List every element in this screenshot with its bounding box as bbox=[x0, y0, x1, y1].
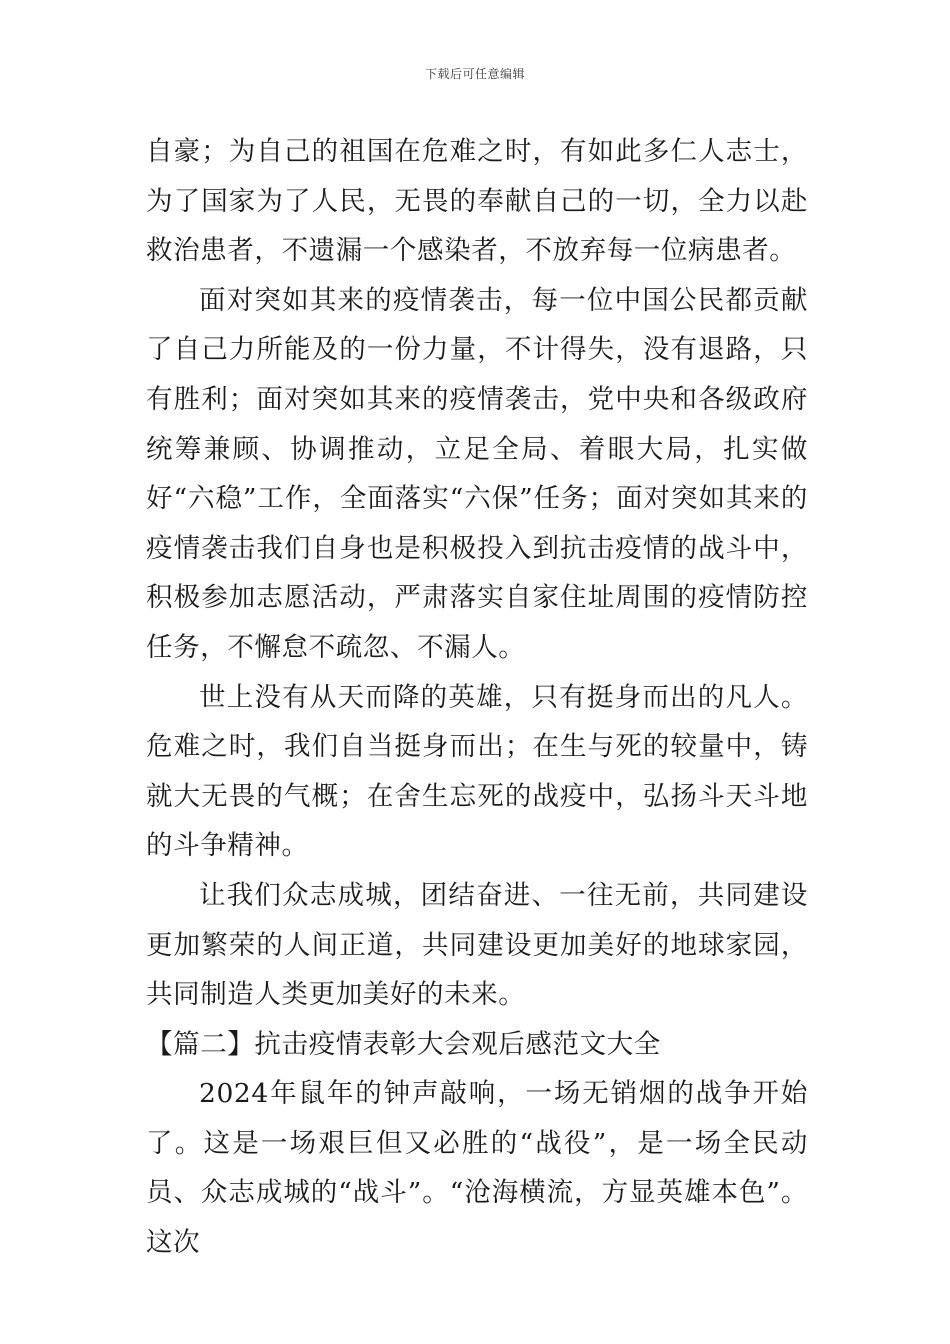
document-body bbox=[146, 127, 808, 1268]
paragraph-5: 2024年鼠年的钟声敲响，一场无销烟的战争开始了。这是一场艰巨但又必胜的“战役”，是一场全民动员、众志成城的“战斗”。“沧海横流，方显英雄本色”。这次 bbox=[146, 1078, 808, 1259]
section-heading: 【篇二】抗击疫情表彰大会观后感范文大全 bbox=[146, 1028, 661, 1060]
page-header: 下载后可任意编辑 bbox=[424, 67, 525, 81]
paragraph-3: 世上没有从天而降的英雄，只有挺身而出的凡人。危难之时，我们自当挺身而出；在生与死的较量中，铸就大无畏的气概；在舍生忘死的战疫中，弘扬斗天斗地的斗争精神。 bbox=[146, 681, 808, 862]
paragraph-1: 自豪；为自己的祖国在危难之时，有如此多仁人志士，为了国家为了人民，无畏的奉献自己的一切，全力以赴救治患者，不遗漏一个感染者，不放弃每一位病患者。 bbox=[146, 136, 808, 267]
paragraph-2: 面对突如其来的疫情袭击，每一位中国公民都贡献了自己力所能及的一份力量，不计得失，没有退路，只有胜利；面对突如其来的疫情袭击，党中央和各级政府统筹兼顾、协调推动，立足全局、着眼大局，扎实做好“六稳”工作，全面落实“六保”任务；面对突如其来的疫情袭击我们自身也是积极投入到抗击疫情的战斗中，积极参加志愿活动，严肃落实自家住址周围的疫情防控任务，不懈怠不疏忽、不漏人。 bbox=[146, 284, 808, 663]
paragraph-4: 让我们众志成城，团结奋进、一往无前，共同建设更加繁荣的人间正道，共同建设更加美好的地球家园，共同制造人类更加美好的未来。 bbox=[146, 879, 808, 1011]
